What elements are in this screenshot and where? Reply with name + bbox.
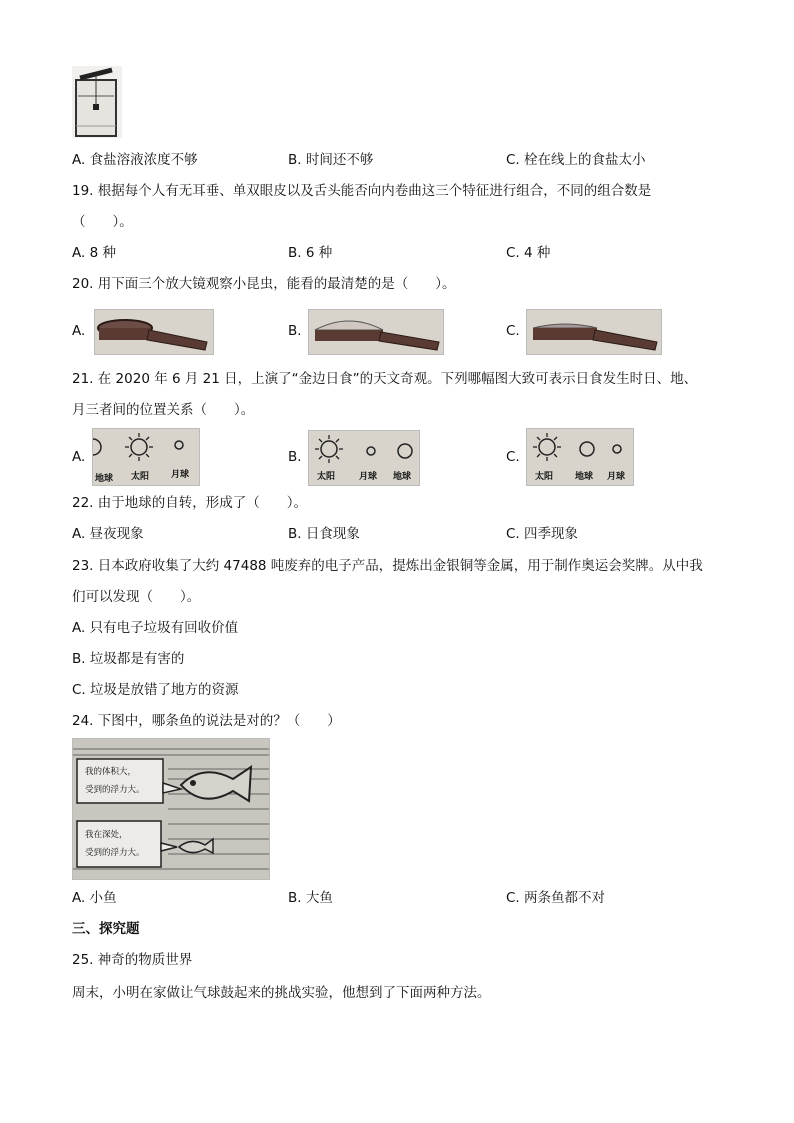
q20-option-b-letter: B. (288, 323, 302, 339)
q25-text: 周末，小明在家做让气球鼓起来的挑战实验，他想到了下面两种方法。 (72, 985, 491, 1001)
q24-option-b: B. 大鱼 (288, 890, 333, 906)
q18-option-a: A. 食盐溶液浓度不够 (72, 152, 198, 168)
q21-option-a-letter: A. (72, 449, 86, 465)
big-fish-bubble-line-2: 受到的浮力大。 (85, 785, 145, 795)
q19-stem-cont: （ ）。 (72, 214, 133, 230)
eclipse-a-figure (92, 428, 200, 486)
eclipse-c-figure (526, 428, 634, 486)
section-title: 三、探究题 (72, 921, 140, 937)
q19-option-a: A. 8 种 (72, 245, 116, 261)
q20-option-a-letter: A. (72, 323, 86, 339)
q22-stem: 22. 由于地球的自转，形成了（ ）。 (72, 495, 308, 511)
q20-stem: 20. 用下面三个放大镜观察小昆虫，能看的最清楚的是（ ）。 (72, 276, 456, 292)
big-fish-bubble-line-1: 我的体积大， (85, 767, 137, 777)
magnifier-c-figure (526, 309, 662, 355)
q21-stem-cont: 月三者间的位置关系（ ）。 (72, 402, 255, 418)
q23-option-b: B. 垃圾都是有害的 (72, 651, 185, 667)
eclipse-a-label-1: 地球 (95, 474, 114, 484)
q21-option-c-letter: C. (506, 449, 520, 465)
eclipse-a-label-3: 月球 (171, 470, 190, 480)
q18-option-c: C. 栓在线上的食盐太小 (506, 152, 646, 168)
q20-option-c-letter: C. (506, 323, 520, 339)
q19-stem: 19. 根据每个人有无耳垂、单双眼皮以及舌头能否向内卷曲这三个特征进行组合，不同的组合数是 (72, 183, 652, 199)
small-fish-bubble-line-1: 我在深处， (85, 830, 128, 840)
magnifier-b-figure (308, 309, 444, 355)
q23-option-c: C. 垃圾是放错了地方的资源 (72, 682, 239, 698)
q23-option-a: A. 只有电子垃圾有回收价值 (72, 620, 239, 636)
q24-option-c: C. 两条鱼都不对 (506, 890, 606, 906)
q21-option-b-letter: B. (288, 449, 302, 465)
eclipse-b-label-3: 地球 (393, 472, 412, 482)
q23-stem-cont: 们可以发现（ ）。 (72, 589, 201, 605)
q18-option-b: B. 时间还不够 (288, 152, 374, 168)
q19-option-b: B. 6 种 (288, 245, 333, 261)
eclipse-b-figure (308, 430, 420, 486)
q21-stem: 21. 在 2020 年 6 月 21 日，上演了“金边日食”的天文奇观。下列哪幅图大致可表示日食发生时日、地、 (72, 371, 698, 387)
magnifier-a-figure (94, 309, 214, 355)
fish-figure (72, 738, 270, 880)
q25-stem: 25. 神奇的物质世界 (72, 952, 193, 968)
q22-option-b: B. 日食现象 (288, 526, 360, 542)
small-fish-bubble-line-2: 受到的浮力大。 (85, 848, 145, 858)
q24-stem: 24. 下图中，哪条鱼的说法是对的？（ ） (72, 713, 341, 729)
eclipse-b-label-2: 月球 (359, 472, 378, 482)
eclipse-b-label-1: 太阳 (317, 472, 336, 482)
q22-option-a: A. 昼夜现象 (72, 526, 144, 542)
q19-option-c: C. 4 种 (506, 245, 551, 261)
q24-option-a: A. 小鱼 (72, 890, 117, 906)
beaker-figure (72, 66, 122, 138)
q23-stem: 23. 日本政府收集了大约 47488 吨废弃的电子产品，提炼出金银铜等金属，用于制作奥运会奖牌。从中我 (72, 558, 703, 574)
q22-option-c: C. 四季现象 (506, 526, 579, 542)
eclipse-a-label-2: 太阳 (131, 472, 150, 482)
eclipse-c-label-1: 太阳 (535, 472, 554, 482)
eclipse-c-label-2: 地球 (575, 472, 594, 482)
eclipse-c-label-3: 月球 (607, 472, 626, 482)
